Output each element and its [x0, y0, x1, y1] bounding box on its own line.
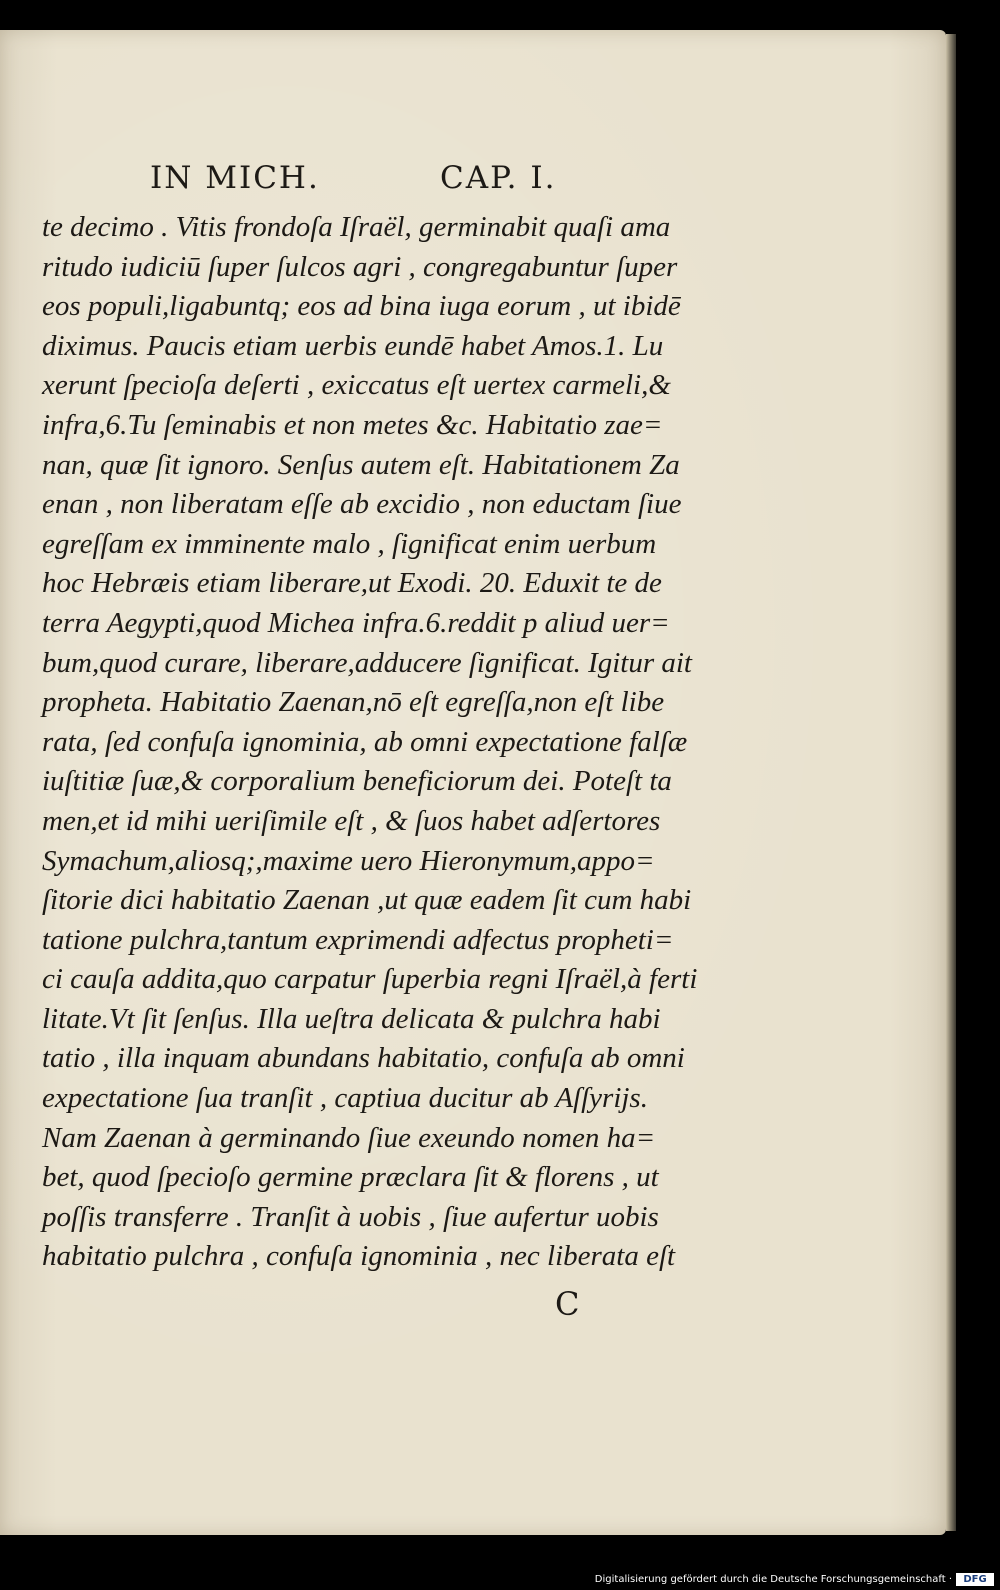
text-line: enan , non liberatam eſſe ab excidio , non eductam ſiue: [42, 488, 682, 521]
text-line: bum,quod curare, liberare,adducere ſignificat. Igitur ait: [42, 646, 692, 679]
text-line: rata, ſed confuſa ignominia, ab omni expectatione falſæ: [42, 725, 688, 758]
text-line: hoc Hebræis etiam liberare,ut Exodi. 20. Eduxit te de: [42, 567, 662, 600]
body-text: [42, 208, 722, 1277]
page-edge: [946, 34, 956, 1531]
signature-mark: C: [555, 1285, 580, 1323]
text-line: te decimo . Vitis frondoſa Iſraël, germinabit quaſi ama: [42, 211, 671, 243]
dfg-logo: DFG: [956, 1573, 994, 1586]
running-header: [150, 160, 600, 200]
text-line: Nam Zaenan à germinando ſiue exeundo nomen ha=: [42, 1121, 656, 1154]
text-line: terra Aegypti,quod Michea infra.6.reddit p aliud uer=: [42, 606, 670, 639]
text-line: nan, quæ ſit ignoro. Senſus autem eſt. Habitationem Za: [42, 448, 680, 481]
text-line: poſſis transferre . Tranſit à uobis , ſiue aufertur uobis: [42, 1200, 659, 1233]
running-header-left: IN MICH.: [150, 160, 320, 196]
text-line: propheta. Habitatio Zaenan,nō eſt egreſſa,non eſt libe: [42, 686, 665, 719]
footer-credit: Digitalisierung gefördert durch die Deutsche Forschungsgemeinschaft ·: [594, 1574, 952, 1585]
text-line: expectatione ſua tranſit , captiua ducitur ab Aſſyrijs.: [42, 1082, 648, 1115]
text-line: xerunt ſpecioſa deſerti , exiccatus eſt uertex carmeli,&: [42, 369, 671, 402]
text-line: tatio , illa inquam abundans habitatio, confuſa ab omni: [42, 1042, 685, 1075]
text-line: infra,6.Tu ſeminabis et non metes &c. Habitatio zae=: [42, 408, 663, 441]
running-header-right: CAP. I.: [440, 160, 557, 196]
text-line: men,et id mihi ueriſimile eſt , & ſuos habet adſertores: [42, 804, 661, 837]
text-line: habitatio pulchra , confuſa ignominia , nec liberata eſt: [42, 1240, 676, 1273]
text-line: iuſtitiæ ſuæ,& corporalium beneficiorum dei. Poteſt ta: [42, 765, 672, 798]
text-line: ritudo iudiciū ſuper ſulcos agri , congregabuntur ſuper: [42, 250, 678, 283]
text-line: diximus. Paucis etiam uerbis eundē habet Amos.1. Lu: [42, 329, 664, 362]
text-line: egreſſam ex imminente malo , ſignificat enim uerbum: [42, 527, 657, 560]
text-line: tatione pulchra,tantum exprimendi adfectus propheti=: [42, 923, 674, 956]
text-line: litate.Vt ſit ſenſus. Illa ueſtra delicata & pulchra habi: [42, 1002, 661, 1035]
text-line: bet, quod ſpecioſo germine præclara ſit & florens , ut: [42, 1161, 659, 1194]
text-line: ſitorie dici habitatio Zaenan ,ut quæ eadem ſit cum habi: [42, 884, 692, 917]
text-line: Symachum,aliosq;,maxime uero Hieronymum,appo=: [42, 844, 655, 877]
text-line: eos populi,ligabuntq; eos ad bina iuga eorum , ut ibidē: [42, 290, 681, 323]
text-line: ci cauſa addita,quo carpatur ſuperbia regni Iſraël,à ferti: [42, 963, 698, 996]
